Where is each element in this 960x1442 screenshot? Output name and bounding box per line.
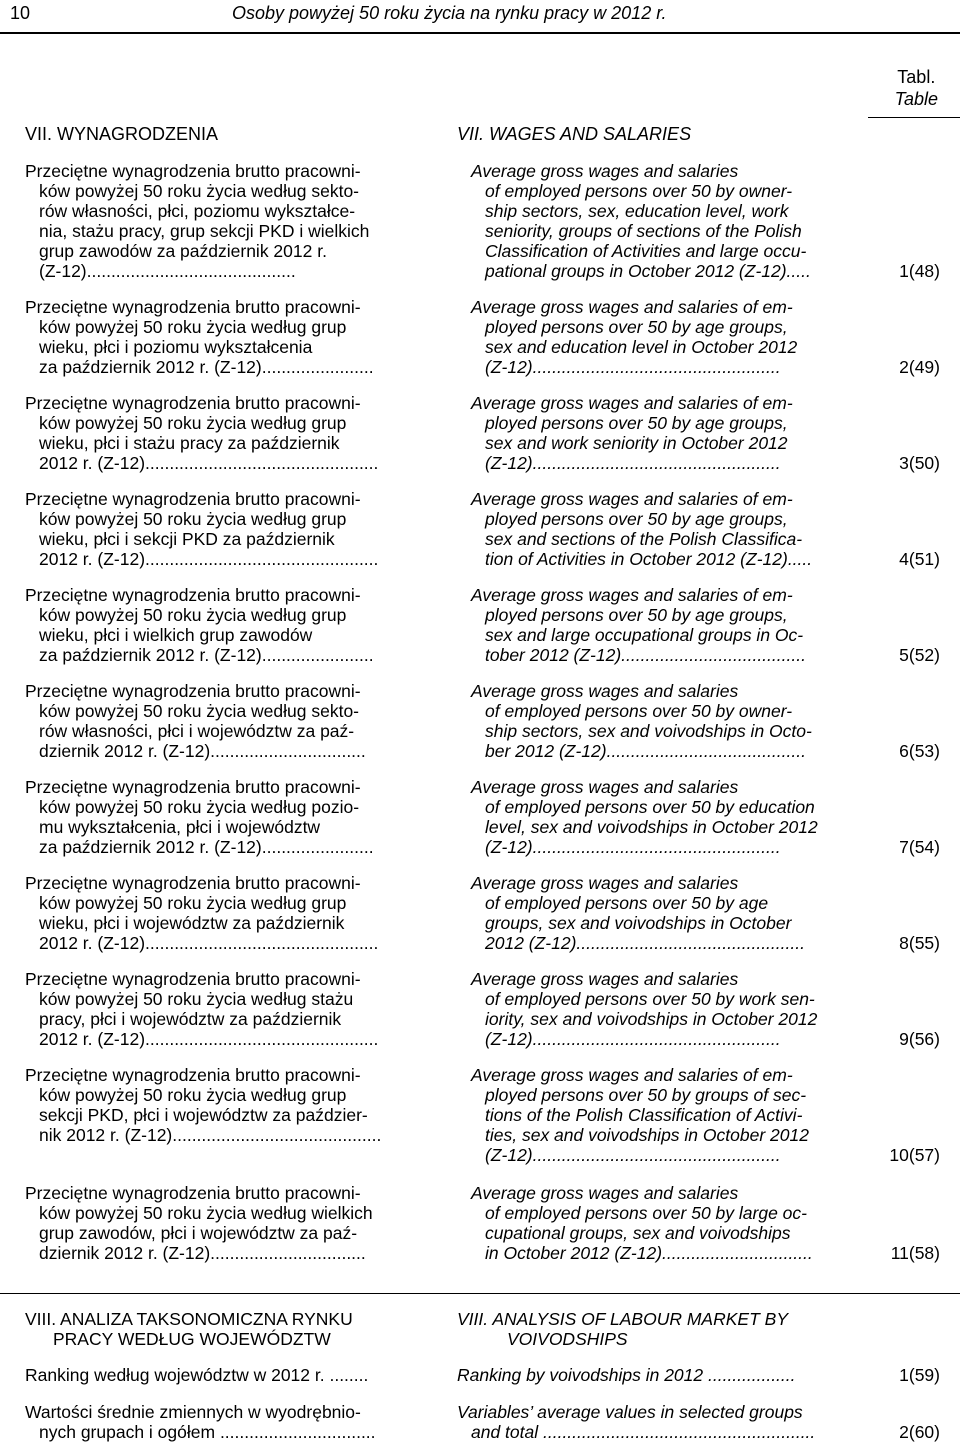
section-8-entry-en-line: Ranking by voivodships in 2012 .................. (457, 1365, 796, 1385)
running-title: Osoby powyżej 50 roku życia na rynku pracy w 2012 r. (232, 3, 667, 23)
entry-en-line: (Z-12)................................................... (485, 1029, 781, 1049)
entry-en (471, 393, 862, 473)
entry-pl-line: sekcji PKD, płci i województw za paździer- (39, 1105, 368, 1125)
entry-en-line: seniority, groups of sections of the Polish (485, 221, 802, 241)
entry-pl-line: (Z-12)........................................... (39, 261, 296, 281)
entry-pl (25, 969, 418, 1049)
table-reference-number[interactable]: 2(60) (899, 1422, 940, 1442)
table-label-en: Table (894, 89, 938, 109)
entry-en-line: Average gross wages and salaries (471, 681, 739, 701)
entry-pl-line: wieku, płci i wielkich grup zawodów (39, 625, 313, 645)
entry-pl-line: ków powyżej 50 roku życia według grup (39, 1085, 347, 1105)
entry-pl (25, 873, 418, 953)
table-reference-number[interactable]: 2(49) (899, 357, 940, 377)
entry-pl-line: wieku, płci i sekcji PKD za październik (39, 529, 335, 549)
entry-pl-line: Przeciętne wynagrodzenia brutto pracowni- (25, 393, 361, 413)
entry-en-line: iority, sex and voivodships in October 2012 (485, 1009, 818, 1029)
entry-en-line: (Z-12)................................................... (485, 1145, 781, 1165)
entry-pl-line: ków powyżej 50 roku życia według grup (39, 413, 347, 433)
entry-pl-line: za październik 2012 r. (Z-12)....................... (39, 357, 374, 377)
section-8-title-en-line1: VIII. ANALYSIS OF LABOUR MARKET BY (457, 1309, 788, 1329)
entry-en-line: cupational groups, sex and voivodships (485, 1223, 791, 1243)
entry-en-line: Average gross wages and salaries of em- (471, 1065, 793, 1085)
table-reference-number[interactable]: 8(55) (899, 933, 940, 953)
entry-pl-line: Przeciętne wynagrodzenia brutto pracowni- (25, 1065, 361, 1085)
table-reference-number[interactable]: 6(53) (899, 741, 940, 761)
entry-en-line: pational groups in October 2012 (Z-12)..... (485, 261, 811, 281)
entry-en (471, 681, 862, 761)
entry-en-line: sex and education level in October 2012 (485, 337, 798, 357)
entry-en-line: Average gross wages and salaries of em- (471, 393, 793, 413)
entry-en (471, 873, 862, 953)
entry-pl-line: dziernik 2012 r. (Z-12)................................ (39, 741, 366, 761)
entry-en-line: sex and work seniority in October 2012 (485, 433, 788, 453)
table-reference-number[interactable]: 11(58) (890, 1243, 940, 1263)
entry-en-line: ties, sex and voivodships in October 2012 (485, 1125, 809, 1145)
entry-en-line: ployed persons over 50 by age groups, (485, 509, 788, 529)
table-reference-number[interactable]: 1(59) (899, 1365, 940, 1385)
entry-en (471, 489, 862, 569)
entry-en-line: Average gross wages and salaries (471, 969, 739, 989)
entry-pl-line: Przeciętne wynagrodzenia brutto pracowni- (25, 777, 361, 797)
entry-en (471, 777, 862, 857)
table-label-pl: Tabl. (897, 67, 936, 87)
entry-en-line: level, sex and voivodships in October 2012 (485, 817, 818, 837)
entry-pl-line: 2012 r. (Z-12)................................................ (39, 549, 379, 569)
section-8-entry-pl-line: nych grupach i ogółem ................................ (39, 1422, 376, 1442)
entry-pl (25, 489, 418, 569)
entry-pl-line: ków powyżej 50 roku życia według stażu (39, 989, 354, 1009)
section-7-title-pl: VII. WYNAGRODZENIA (25, 124, 219, 144)
entry-pl-line: rów własności, płci i województw za paź- (39, 721, 355, 741)
entry-en-line: of employed persons over 50 by owner- (485, 181, 793, 201)
entry-pl-line: Przeciętne wynagrodzenia brutto pracowni- (25, 161, 361, 181)
entry-pl-line: mu wykształcenia, płci i województw (39, 817, 321, 837)
entry-en (471, 969, 862, 1049)
entry-pl (25, 161, 418, 281)
table-reference-number[interactable]: 1(48) (899, 261, 940, 281)
entry-pl-line: Przeciętne wynagrodzenia brutto pracowni- (25, 969, 361, 989)
entry-pl-line: ków powyżej 50 roku życia według pozio- (39, 797, 360, 817)
entry-pl (25, 777, 418, 857)
entry-en-line: Average gross wages and salaries of em- (471, 297, 793, 317)
entry-en-line: Average gross wages and salaries (471, 161, 739, 181)
entry-pl-line: Przeciętne wynagrodzenia brutto pracowni- (25, 873, 361, 893)
entry-en-line: Average gross wages and salaries of em- (471, 489, 793, 509)
entry-en-line: Average gross wages and salaries of em- (471, 585, 793, 605)
entry-pl (25, 1065, 418, 1145)
entry-en-line: Classification of Activities and large occu- (485, 241, 807, 261)
section-8-entry-en (457, 1365, 796, 1385)
entry-pl (25, 393, 418, 473)
entry-en-line: tober 2012 (Z-12)...................................... (485, 645, 806, 665)
entry-pl-line: ków powyżej 50 roku życia według grup (39, 509, 347, 529)
entry-pl-line: Przeciętne wynagrodzenia brutto pracowni- (25, 585, 361, 605)
entry-pl-line: ków powyżej 50 roku życia według sekto- (39, 181, 360, 201)
entry-en-line: ship sectors, sex and voivodships in Octo- (485, 721, 812, 741)
entry-en-line: ship sectors, sex, education level, work (485, 201, 789, 221)
table-reference-number[interactable]: 5(52) (899, 645, 940, 665)
section-8-title-pl-line1: VIII. ANALIZA TAKSONOMICZNA RYNKU (25, 1309, 353, 1329)
entry-pl-line: rów własności, płci, poziomu wykształce- (39, 201, 356, 221)
section-8-title-pl (25, 1309, 418, 1349)
entry-pl-line: wieku, płci i poziomu wykształcenia (39, 337, 313, 357)
entry-en-line: in October 2012 (Z-12)............................... (485, 1243, 813, 1263)
entry-en-line: ployed persons over 50 by groups of sec- (485, 1085, 807, 1105)
entry-en-line: ployed persons over 50 by age groups, (485, 317, 788, 337)
entry-en-line: 2012 (Z-12)............................................... (485, 933, 805, 953)
entry-pl-line: ków powyżej 50 roku życia według sekto- (39, 701, 360, 721)
entry-en-line: of employed persons over 50 by work sen- (485, 989, 815, 1009)
entry-pl-line: wieku, płci i województw za październik (39, 913, 345, 933)
entry-pl-line: za październik 2012 r. (Z-12)....................... (39, 645, 374, 665)
table-label-rule (868, 117, 960, 118)
entry-pl (25, 681, 418, 761)
entry-en (471, 297, 862, 377)
entry-en-line: of employed persons over 50 by large oc- (485, 1203, 807, 1223)
section-8-entry-en-line: Variables’ average values in selected groups (457, 1402, 803, 1422)
entry-en-line: Average gross wages and salaries (471, 1183, 739, 1203)
header-rule (0, 32, 960, 34)
section-8-entry-pl-line: Wartości średnie zmiennych w wyodrębnio- (25, 1402, 361, 1422)
entry-pl-line: nik 2012 r. (Z-12)........................................... (39, 1125, 382, 1145)
entry-pl-line: 2012 r. (Z-12)................................................ (39, 453, 379, 473)
entry-en-line: ployed persons over 50 by age groups, (485, 413, 788, 433)
entry-en-line: tion of Activities in October 2012 (Z-12)..... (485, 549, 813, 569)
section-7-title-en: VII. WAGES AND SALARIES (457, 124, 692, 144)
entry-pl-line: 2012 r. (Z-12)................................................ (39, 933, 379, 953)
table-column-label (895, 66, 938, 110)
page-number: 10 (10, 3, 31, 23)
entry-en (471, 1183, 862, 1263)
table-reference-number[interactable]: 3(50) (899, 453, 940, 473)
section-divider (0, 1293, 960, 1294)
table-reference-number[interactable]: 9(56) (899, 1029, 940, 1049)
entry-pl-line: Przeciętne wynagrodzenia brutto pracowni- (25, 297, 361, 317)
entry-en-line: of employed persons over 50 by education (485, 797, 815, 817)
entry-pl-line: 2012 r. (Z-12)................................................ (39, 1029, 379, 1049)
entry-pl-line: Przeciętne wynagrodzenia brutto pracowni- (25, 681, 361, 701)
entry-pl-line: grup zawodów, płci i województw za paź- (39, 1223, 358, 1243)
entry-en-line: (Z-12)................................................... (485, 357, 781, 377)
entry-en-line: (Z-12)................................................... (485, 837, 781, 857)
entry-pl-line: ków powyżej 50 roku życia według grup (39, 605, 347, 625)
table-reference-number[interactable]: 4(51) (899, 549, 940, 569)
entry-en-line: of employed persons over 50 by owner- (485, 701, 793, 721)
entry-pl-line: grup zawodów za październik 2012 r. (39, 241, 327, 261)
entry-pl-line: ków powyżej 50 roku życia według grup (39, 317, 347, 337)
entry-pl (25, 1183, 418, 1263)
entry-en-line: groups, sex and voivodships in October (485, 913, 792, 933)
entry-pl-line: Przeciętne wynagrodzenia brutto pracowni- (25, 489, 361, 509)
entry-en-line: sex and large occupational groups in Oc- (485, 625, 804, 645)
section-8-entry-pl (25, 1365, 368, 1385)
section-8-entry-en-line: and total ........................................................ (471, 1422, 816, 1442)
entry-en-line: Average gross wages and salaries (471, 777, 739, 797)
entry-en-line: ployed persons over 50 by age groups, (485, 605, 788, 625)
section-8-entry-en (457, 1402, 815, 1442)
entry-pl-line: za październik 2012 r. (Z-12)....................... (39, 837, 374, 857)
entry-pl-line: wieku, płci i stażu pracy za październik (39, 433, 340, 453)
entry-pl-line: dziernik 2012 r. (Z-12)................................ (39, 1243, 366, 1263)
entry-pl-line: pracy, płci i województw za październik (39, 1009, 342, 1029)
entry-en-line: (Z-12)................................................... (485, 453, 781, 473)
section-8-title-en (457, 1309, 788, 1349)
entry-pl (25, 297, 418, 377)
section-8-title-en-line2: VOIVODSHIPS (507, 1329, 628, 1349)
section-8-entry-pl (25, 1402, 376, 1442)
entry-en-line: tions of the Polish Classification of Activi- (485, 1105, 803, 1125)
entry-en (471, 161, 862, 281)
entry-en (471, 585, 862, 665)
table-reference-number[interactable]: 7(54) (899, 837, 940, 857)
entry-pl-line: Przeciętne wynagrodzenia brutto pracowni- (25, 1183, 361, 1203)
table-reference-number[interactable]: 10(57) (889, 1145, 940, 1165)
entry-pl-line: ków powyżej 50 roku życia według grup (39, 893, 347, 913)
entry-pl-line: nia, stażu pracy, grup sekcji PKD i wielkich (39, 221, 370, 241)
entry-pl (25, 585, 418, 665)
entry-en-line: Average gross wages and salaries (471, 873, 739, 893)
entry-en-line: ber 2012 (Z-12)......................................... (485, 741, 806, 761)
section-8-title-pl-line2: PRACY WEDŁUG WOJEWÓDZTW (53, 1329, 331, 1349)
entry-en-line: sex and sections of the Polish Classifica- (485, 529, 803, 549)
entry-pl-line: ków powyżej 50 roku życia według wielkich (39, 1203, 373, 1223)
entry-en (471, 1065, 862, 1165)
entry-en-line: of employed persons over 50 by age (485, 893, 769, 913)
section-8-entry-pl-line: Ranking według województw w 2012 r. ........ (25, 1365, 369, 1385)
